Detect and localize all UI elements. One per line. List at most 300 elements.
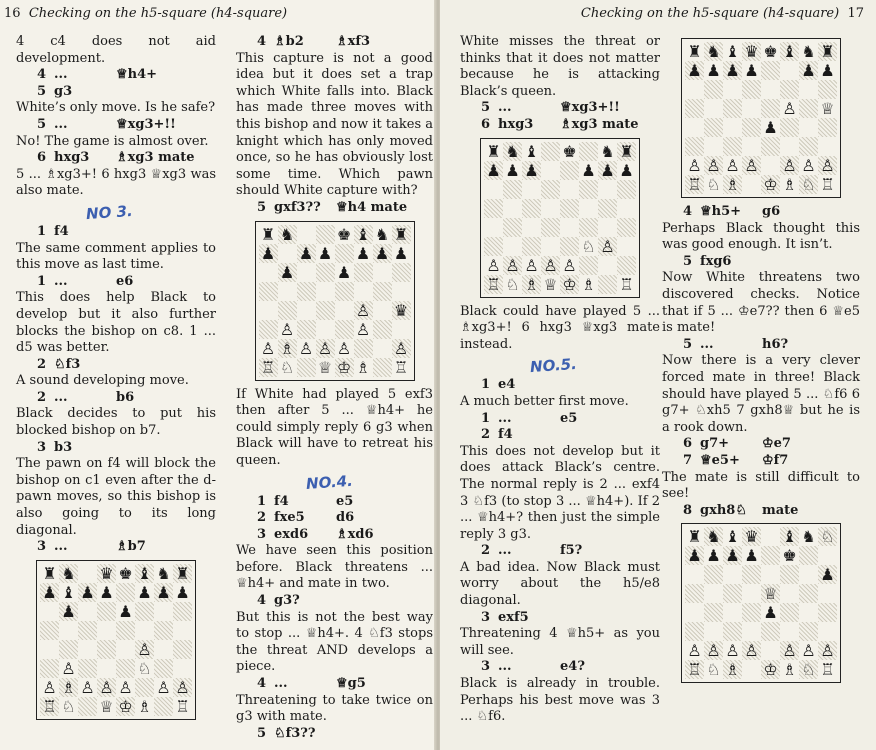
board-square xyxy=(818,42,837,61)
move-number: 3 xyxy=(36,539,46,555)
board-square xyxy=(723,80,742,99)
black-move xyxy=(116,224,216,241)
board-square xyxy=(392,282,411,301)
board-square xyxy=(297,263,316,282)
board-square xyxy=(818,175,837,194)
move-line xyxy=(662,436,860,453)
chess-piece-icon: ♙ xyxy=(782,156,797,175)
board-square xyxy=(484,161,503,180)
move-number: 2 xyxy=(36,356,46,372)
chess-piece-icon: ♟ xyxy=(725,61,740,80)
board-square xyxy=(59,697,78,716)
board-square xyxy=(278,301,297,320)
board-square xyxy=(685,565,704,584)
move-number: 4 xyxy=(682,204,692,219)
board-square xyxy=(761,137,780,156)
running-title-right: Checking on the h5-square (h4-square) xyxy=(580,6,840,21)
move-line xyxy=(662,337,860,354)
white-move: ... xyxy=(498,410,512,426)
board-square xyxy=(818,80,837,99)
board-square xyxy=(579,142,598,161)
board-square xyxy=(97,621,116,640)
board-square xyxy=(484,237,503,256)
board-square xyxy=(116,697,135,716)
move-line xyxy=(236,726,433,743)
board-square xyxy=(799,584,818,603)
chess-piece-icon: ♗ xyxy=(782,660,797,680)
board-square xyxy=(354,320,373,339)
black-move: b6 xyxy=(116,389,135,405)
board-square xyxy=(503,256,522,275)
handwritten-note: NO 3. xyxy=(85,201,134,224)
board-square xyxy=(742,175,761,194)
white-move: g7+ xyxy=(700,436,730,452)
annotation-text: This does not develop but it does attack Black’s centre. The normal reply is 2 ... exf4 3 ♘f3 (to stop 3 ... ♕h4+). If 2 ... ♕h4+? then just the simple reply 3 g3. xyxy=(460,443,660,542)
board-square xyxy=(742,80,761,99)
board-square xyxy=(685,80,704,99)
board-square xyxy=(173,621,192,640)
chess-piece-icon: ♟ xyxy=(118,601,133,621)
chess-piece-icon: ♛ xyxy=(393,300,409,320)
annotation-text: Perhaps Black thought this was good enough. It isn’t. xyxy=(662,220,860,253)
board-square xyxy=(173,659,192,678)
move-number: 7 xyxy=(682,452,692,468)
board-square xyxy=(685,622,704,641)
white-move: gxf3?? xyxy=(274,199,321,215)
board-square xyxy=(761,565,780,584)
chess-piece-icon: ♙ xyxy=(782,99,797,118)
board-square xyxy=(154,697,173,716)
chessboard xyxy=(259,225,411,377)
chess-piece-icon: ♙ xyxy=(61,658,76,678)
board-square xyxy=(799,660,818,679)
board-square xyxy=(704,137,723,156)
board-square xyxy=(598,237,617,256)
move-line xyxy=(662,204,860,221)
annotation-text: White’s only move. Is he safe? xyxy=(16,100,216,116)
board-square xyxy=(373,358,392,377)
board-square xyxy=(685,660,704,679)
board-square xyxy=(799,156,818,175)
page-number-left: 16 xyxy=(4,6,21,21)
right-column-2 xyxy=(662,34,860,689)
board-square xyxy=(116,583,135,602)
chess-piece-icon: ♟ xyxy=(374,243,390,263)
page-header-left xyxy=(4,6,287,21)
board-square xyxy=(780,156,799,175)
board-square xyxy=(541,256,560,275)
board-square xyxy=(173,583,192,602)
move-number: 2 xyxy=(480,543,490,559)
board-square xyxy=(799,527,818,546)
board-square xyxy=(685,61,704,80)
chess-piece-icon: ♛ xyxy=(99,563,114,583)
black-move: ♕g5 xyxy=(336,676,366,692)
board-square xyxy=(818,622,837,641)
diagram-1 xyxy=(36,560,196,720)
move-number: 5 xyxy=(682,336,692,352)
chess-piece-icon: ♜ xyxy=(260,224,276,244)
chessboard xyxy=(685,527,837,679)
board-square xyxy=(316,320,335,339)
board-square xyxy=(154,640,173,659)
black-move xyxy=(560,377,660,394)
board-square xyxy=(484,180,503,199)
board-square xyxy=(723,565,742,584)
board-square xyxy=(617,161,636,180)
chess-piece-icon: ♙ xyxy=(80,677,95,697)
board-square xyxy=(297,244,316,263)
board-square xyxy=(97,678,116,697)
annotation-text: We have seen this position before. Black threatens ... ♕h4+ and mate in two. xyxy=(236,543,433,592)
board-square xyxy=(97,659,116,678)
board-square xyxy=(59,678,78,697)
board-square xyxy=(685,527,704,546)
board-square xyxy=(780,42,799,61)
board-square xyxy=(723,61,742,80)
chess-piece-icon: ♙ xyxy=(543,255,558,275)
board-square xyxy=(761,584,780,603)
chess-piece-icon: ♝ xyxy=(725,527,740,547)
board-square xyxy=(723,584,742,603)
chess-piece-icon: ♙ xyxy=(298,338,314,358)
board-square xyxy=(373,263,392,282)
chess-piece-icon: ♚ xyxy=(336,224,352,244)
board-square xyxy=(335,244,354,263)
board-square xyxy=(818,584,837,603)
chess-piece-icon: ♕ xyxy=(820,99,835,118)
chess-piece-icon: ♜ xyxy=(175,563,190,583)
move-number: 2 xyxy=(256,510,266,526)
move-line xyxy=(460,411,660,428)
move-line xyxy=(460,427,660,444)
board-square xyxy=(598,161,617,180)
board-square xyxy=(503,275,522,294)
board-square xyxy=(761,660,780,679)
chess-piece-icon: ♞ xyxy=(706,527,721,547)
board-square xyxy=(335,320,354,339)
board-square xyxy=(392,301,411,320)
black-move: ♗b7 xyxy=(116,539,146,555)
board-square xyxy=(704,80,723,99)
left-column-2 xyxy=(236,34,433,742)
board-square xyxy=(154,659,173,678)
move-line xyxy=(662,254,860,271)
move-line xyxy=(16,84,216,101)
chess-piece-icon: ♙ xyxy=(42,677,57,697)
move-number: 4 xyxy=(256,593,266,609)
annotation-text: The pawn on f4 will block the bishop on c1 even after the d-pawn moves, so this bishop is also going to its long diagonal. xyxy=(16,456,216,538)
chess-piece-icon: ♗ xyxy=(725,660,740,680)
black-move: e6 xyxy=(116,273,134,289)
board-square xyxy=(560,199,579,218)
black-move: f5? xyxy=(560,543,583,559)
board-square xyxy=(373,225,392,244)
board-square xyxy=(780,565,799,584)
board-square xyxy=(799,641,818,660)
board-square xyxy=(598,256,617,275)
board-square xyxy=(316,263,335,282)
board-square xyxy=(135,678,154,697)
white-move: hxg3 xyxy=(498,116,534,132)
black-move xyxy=(116,440,216,457)
board-square xyxy=(278,225,297,244)
board-square xyxy=(780,641,799,660)
board-square xyxy=(742,61,761,80)
white-move: ... xyxy=(498,659,512,675)
chess-piece-icon: ♕ xyxy=(317,357,333,377)
chess-piece-icon: ♙ xyxy=(725,156,740,175)
board-square xyxy=(818,565,837,584)
board-square xyxy=(484,256,503,275)
chess-piece-icon: ♙ xyxy=(505,255,520,275)
chess-piece-icon: ♞ xyxy=(374,224,390,244)
chess-piece-icon: ♟ xyxy=(317,243,333,263)
board-square xyxy=(742,156,761,175)
chess-piece-icon: ♙ xyxy=(279,319,295,339)
board-square xyxy=(818,641,837,660)
move-number: 4 xyxy=(256,34,266,49)
chess-piece-icon: ♟ xyxy=(763,603,778,623)
chess-piece-icon: ♘ xyxy=(706,660,721,680)
board-square xyxy=(503,142,522,161)
chess-piece-icon: ♟ xyxy=(801,61,816,80)
board-square xyxy=(59,564,78,583)
board-square xyxy=(761,99,780,118)
board-square xyxy=(541,275,560,294)
chess-piece-icon: ♞ xyxy=(505,141,520,161)
black-move: e5 xyxy=(560,410,578,426)
chess-piece-icon: ♙ xyxy=(99,677,114,697)
chess-piece-icon: ♟ xyxy=(820,565,835,585)
move-number: 6 xyxy=(36,150,46,166)
move-number: 3 xyxy=(256,526,266,542)
black-move: ♔f7 xyxy=(762,452,789,468)
chess-piece-icon: ♗ xyxy=(524,274,539,294)
board-square xyxy=(742,118,761,137)
chess-piece-icon: ♝ xyxy=(725,42,740,61)
board-square xyxy=(59,583,78,602)
annotation-text: Threatening to take twice on g3 with mate. xyxy=(236,692,433,725)
board-square xyxy=(780,603,799,622)
board-square xyxy=(116,640,135,659)
white-move: fxg6 xyxy=(700,253,732,269)
chess-piece-icon: ♗ xyxy=(581,274,596,294)
move-line xyxy=(16,117,216,134)
board-square xyxy=(335,263,354,282)
board-square xyxy=(522,218,541,237)
board-square xyxy=(704,42,723,61)
board-square xyxy=(40,583,59,602)
white-move: exf5 xyxy=(498,609,529,625)
move-line xyxy=(236,510,433,527)
move-number: 3 xyxy=(480,659,490,675)
chess-piece-icon: ♖ xyxy=(175,696,190,716)
chess-piece-icon: ♙ xyxy=(706,156,721,175)
board-square xyxy=(799,137,818,156)
chess-piece-icon: ♙ xyxy=(393,338,409,358)
chess-piece-icon: ♖ xyxy=(687,175,702,194)
board-square xyxy=(78,621,97,640)
board-square xyxy=(392,320,411,339)
board-square xyxy=(761,527,780,546)
board-square xyxy=(560,275,579,294)
board-square xyxy=(541,218,560,237)
board-square xyxy=(617,275,636,294)
move-number: 5 xyxy=(36,116,46,132)
diagram-4 xyxy=(681,38,841,198)
annotation-text: White misses the threat or thinks that it does not matter because he is attacking Black’s queen. xyxy=(460,34,660,99)
chess-piece-icon: ♘ xyxy=(706,175,721,194)
board-square xyxy=(617,256,636,275)
board-square xyxy=(154,678,173,697)
white-move: gxh8♘ xyxy=(700,502,747,518)
move-number: 2 xyxy=(36,389,46,405)
white-move: e4 xyxy=(498,377,516,393)
board-square xyxy=(78,678,97,697)
board-square xyxy=(316,358,335,377)
board-square xyxy=(373,282,392,301)
board-square xyxy=(40,659,59,678)
board-square xyxy=(579,256,598,275)
chess-piece-icon: ♝ xyxy=(137,563,152,583)
chess-piece-icon: ♞ xyxy=(801,527,816,547)
board-square xyxy=(503,237,522,256)
board-square xyxy=(116,659,135,678)
board-square xyxy=(704,99,723,118)
board-square xyxy=(116,564,135,583)
chess-piece-icon: ♜ xyxy=(687,42,702,61)
diagram-2 xyxy=(255,221,415,381)
board-square xyxy=(78,659,97,678)
chess-piece-icon: ♗ xyxy=(782,175,797,194)
board-square xyxy=(818,156,837,175)
chess-piece-icon: ♟ xyxy=(156,582,171,602)
annotation-text: Black could have played 5 ... ♗xg3+! 6 hxg3 ♕xg3 mate instead. xyxy=(460,303,660,352)
chess-piece-icon: ♜ xyxy=(687,527,702,547)
board-square xyxy=(560,142,579,161)
board-square xyxy=(78,564,97,583)
white-move: ... xyxy=(54,539,68,555)
board-square xyxy=(560,256,579,275)
board-square xyxy=(335,339,354,358)
board-square xyxy=(297,320,316,339)
move-number: 1 xyxy=(36,223,46,239)
board-square xyxy=(579,161,598,180)
board-square xyxy=(579,180,598,199)
board-square xyxy=(259,301,278,320)
chess-piece-icon: ♟ xyxy=(820,61,835,80)
chess-piece-icon: ♘ xyxy=(801,660,816,680)
chessboard xyxy=(484,142,636,294)
board-square xyxy=(799,603,818,622)
board-square xyxy=(761,546,780,565)
white-move: ... xyxy=(54,389,68,405)
move-line xyxy=(236,200,433,217)
board-square xyxy=(259,339,278,358)
board-square xyxy=(685,137,704,156)
chess-piece-icon: ♙ xyxy=(317,338,333,358)
black-move: ♕xg3+!! xyxy=(560,100,620,116)
board-square xyxy=(541,199,560,218)
annotation-text: Now there is a very clever forced mate in three! Black should have played 5 ... ♘f6 6 g7+ ♘xh5 7 gxh8♕ but he is a rook down. xyxy=(662,353,860,435)
board-square xyxy=(354,244,373,263)
chessboard xyxy=(40,564,192,716)
board-square xyxy=(723,118,742,137)
board-square xyxy=(742,546,761,565)
board-square xyxy=(598,275,617,294)
chess-piece-icon: ♖ xyxy=(820,175,835,194)
board-square xyxy=(78,602,97,621)
board-square xyxy=(78,640,97,659)
board-square xyxy=(40,564,59,583)
board-square xyxy=(135,583,154,602)
chess-piece-icon: ♘ xyxy=(581,236,596,256)
board-square xyxy=(135,564,154,583)
board-square xyxy=(154,583,173,602)
board-square xyxy=(522,180,541,199)
board-square xyxy=(97,697,116,716)
chess-piece-icon: ♗ xyxy=(279,338,295,358)
move-line xyxy=(236,527,433,544)
board-square xyxy=(154,621,173,640)
board-square xyxy=(97,640,116,659)
board-square xyxy=(97,583,116,602)
board-square xyxy=(799,61,818,80)
board-square xyxy=(723,137,742,156)
white-move: exd6 xyxy=(274,526,309,542)
annotation-text: If White had played 5 exf3 then after 5 ... ♕h4+ he could simply reply 6 g3 when Black will have to retreat his queen. xyxy=(236,386,433,468)
board-square xyxy=(316,244,335,263)
annotation-text: Black decides to put his blocked bishop on b7. xyxy=(16,406,216,439)
board-square xyxy=(297,339,316,358)
board-square xyxy=(780,175,799,194)
black-move: d6 xyxy=(336,510,355,526)
chess-piece-icon: ♙ xyxy=(118,677,133,697)
board-square xyxy=(503,199,522,218)
board-square xyxy=(40,640,59,659)
board-square xyxy=(116,621,135,640)
chess-piece-icon: ♟ xyxy=(763,118,778,137)
move-line xyxy=(236,593,433,610)
annotation-text: This capture is not a good idea but it does set a trap which White falls into. Black has made three moves with this bishop and now it takes a knight which has only moved once, so he has obviously lost some time. Which pawn should White capture with? xyxy=(236,50,434,199)
board-square xyxy=(799,99,818,118)
board-square xyxy=(173,602,192,621)
white-move: ... xyxy=(54,67,68,83)
black-move: e5 xyxy=(336,493,354,509)
white-move: f4 xyxy=(498,427,513,443)
chess-piece-icon: ♕ xyxy=(543,274,558,294)
chess-piece-icon: ♜ xyxy=(486,141,501,161)
board-square xyxy=(742,137,761,156)
chess-piece-icon: ♝ xyxy=(61,582,76,602)
board-square xyxy=(761,80,780,99)
chess-piece-icon: ♗ xyxy=(725,175,740,194)
chess-piece-icon: ♚ xyxy=(118,563,133,583)
black-move: g6 xyxy=(762,204,781,219)
annotation-text: 4 c4 does not aid development. xyxy=(16,34,216,66)
board-square xyxy=(723,175,742,194)
black-move: ♕xg3+!! xyxy=(116,116,176,132)
chess-piece-icon: ♙ xyxy=(801,156,816,175)
move-line xyxy=(236,676,433,693)
board-square xyxy=(761,156,780,175)
move-number: 5 xyxy=(36,83,46,99)
chess-piece-icon: ♙ xyxy=(336,338,352,358)
white-move: ♘f3 xyxy=(54,356,81,372)
board-square xyxy=(799,80,818,99)
chess-piece-icon: ♖ xyxy=(619,274,634,294)
